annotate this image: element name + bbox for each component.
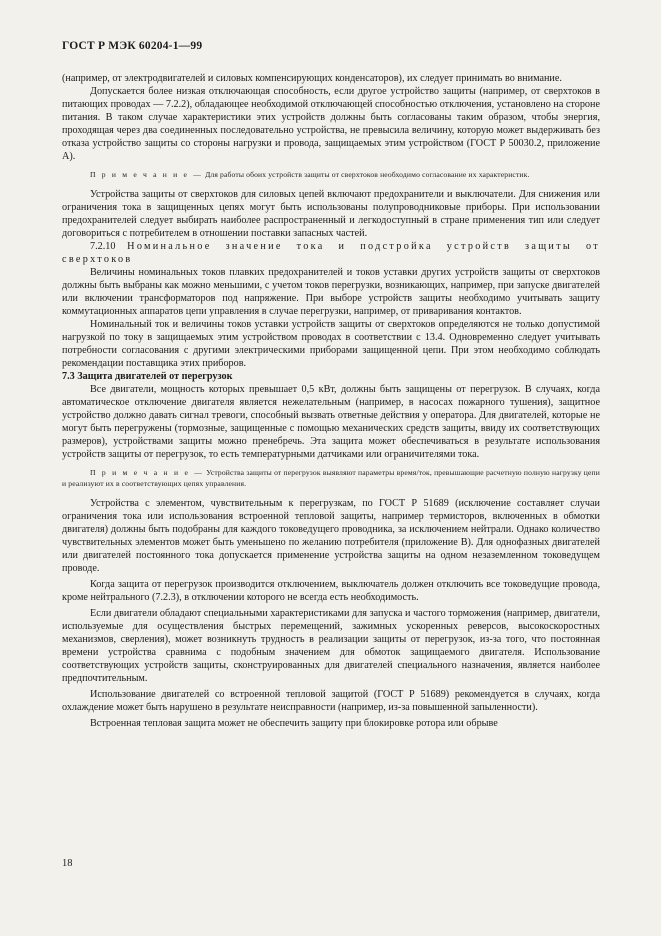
note-label: П р и м е ч а н и е — (90, 468, 205, 477)
note (62, 169, 600, 180)
standard-header: ГОСТ Р МЭК 60204-1—99 (62, 40, 203, 52)
page-body (62, 72, 600, 730)
paragraph: Устройства защиты от сверхтоков для силовых цепей включают предохранители и выключатели. Для снижения или ограничения тока в защищенных цепях могут быть использованы полупроводниковые приборы. При использовании предохранителей следует выбирать наиболее распространенный и легкодоступный в стране применения тип или следует договориться с потребителем в отношении поставки запасных частей. (62, 189, 600, 239)
page-number: 18 (62, 858, 73, 869)
note-label: П р и м е ч а н и е — (90, 170, 203, 179)
note (62, 467, 600, 489)
paragraph: Допускается более низкая отключающая способность, если другое устройство защиты (например, от сверхтоков в питающих проводах — 7.2.2), обладающее необходимой отключающей способностью отключения, установлено на стороне питания. В таком случае характеристики этих устройств должны быть согласованы таким образом, чтобы энергия, проходящая через два соединенных последовательно устройства, не превысила величину, которую может выдерживать без отказа устройство защиты со стороны нагрузки и провода, защищаемых этим устройством (ГОСТ Р 50030.2, приложение А). (62, 86, 600, 162)
paragraph: Если двигатели обладают специальными характеристиками для запуска и частого торможения (например, двигатели, используемые для осуществления быстрых перемещений, зажимных ускоренных реверсов, высокоскоростных механизмов, сверления), может возникнуть трудность в реализации защиты от перегрузок, из-за того, что постоянная времени устройства сравнима с подобным значением для обмоток защищаемого двигателя. Использование соответствующих устройств защиты, сконструированных для двигателей специального назначения, является наиболее предпочтительным. (62, 608, 600, 684)
section-heading-7-3: 7.3 Защита двигателей от перегрузок (62, 371, 233, 382)
note-text: Устройства защиты от перегрузок выявляют параметры время/ток, превышающие расчетную полную нагрузку цепи и реализуют их в соответствующих цепях управления. (62, 468, 600, 488)
section-title: Номинальное значение тока и подстройка устройств защиты от сверхтоков (62, 241, 600, 265)
note-text: Для работы обоих устройств защиты от сверхтоков необходимо согласование их характеристик. (205, 170, 530, 179)
paragraph: Устройства с элементом, чувствительным к перегрузкам, по ГОСТ Р 51689 (исключение составляет случаи ограничения тока или использования встроенной тепловой защиты, например термисторов, включенных в обмотки двигателя) должны быть подобраны для каждого токоведущего проводника, за исключением нейтрали. Однако количество чувствительных элементов может быть уменьшено по желанию потребителя (приложение В). Для однофазных двигателей или двигателей постоянного тока допускается применение устройства защиты на одном незаземленном токоведущем проводе. (62, 498, 600, 574)
paragraph: Номинальный ток и величины токов уставки устройств защиты от сверхтоков определяются не только допустимой нагрузкой по току в защищаемых этим устройством проводах в соответствии с 13.4. Одновременно следует учитывать потребности согласования с другими электрическими приборами защищенной цепи. При этом необходимо соблюдать рекомендации поставщика этих приборов. (62, 319, 600, 369)
paragraph: (например, от электродвигателей и силовых компенсирующих конденсаторов), их следует принимать во внимание. (62, 73, 562, 84)
paragraph: Использование двигателей со встроенной тепловой защитой (ГОСТ Р 51689) рекомендуется в случаях, когда охлаждение может быть нарушено в результате неисправности (например, из-за повышенной запыленности). (62, 689, 600, 713)
section-heading-7-2-10 (62, 240, 600, 266)
paragraph: Когда защита от перегрузок производится отключением, выключатель должен отключить все токоведущие провода, кроме нейтрального (7.2.3), в отключении которого не всегда есть необходимость. (62, 579, 600, 603)
paragraph: Все двигатели, мощность которых превышает 0,5 кВт, должны быть защищены от перегрузок. В случаях, когда автоматическое отключение двигателя является нежелательным (например, в насосах пожарного тушения), защитное устройство должно давать сигнал тревоги, способный вызвать ответные действия у оператора. Для двигателей, которые не могут быть перегружены (тормозные, защищенные с помощью механических средств защиты, ввиду их соответствующих размеров), устройствами защиты можно пренебречь. Эта защита может обеспечиваться в результате использования устройств защиты от перегрузок, то есть температурными датчиками или ограничителями тока. (62, 384, 600, 460)
paragraph: Встроенная тепловая защита может не обеспечить защиту при блокировке ротора или обрыве (90, 718, 498, 729)
paragraph: Величины номинальных токов плавких предохранителей и токов уставки других устройств защиты от сверхтоков должны быть выбраны как можно меньшими, с учетом токов перегрузки, возникающих, например, при запуске двигателей или включении трансформаторов под напряжение. При выборе устройств защиты необходимо учитывать защиту коммутационных аппаратов цепи управления в случае перегрузки, например, от приваривания контактов. (62, 267, 600, 317)
section-number: 7.2.10 (90, 241, 116, 252)
